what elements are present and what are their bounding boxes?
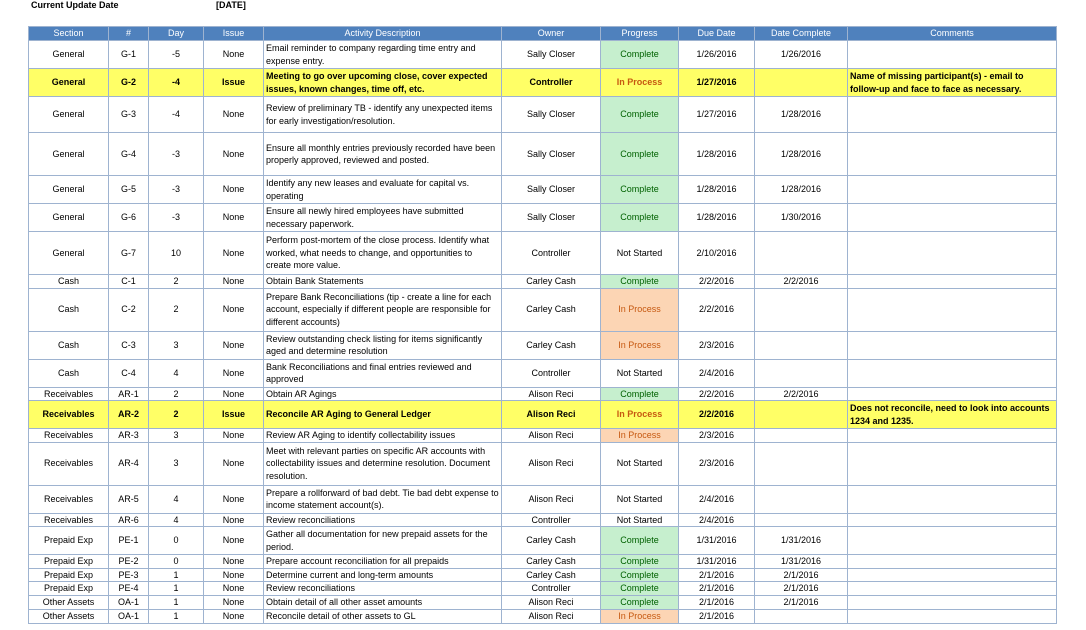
table-row[interactable] — [29, 527, 1057, 555]
col-header-owner[interactable]: Owner — [502, 27, 601, 41]
number-cell[interactable]: AR-3 — [109, 429, 149, 443]
issue-cell[interactable]: None — [204, 288, 264, 331]
comments-cell[interactable] — [848, 568, 1057, 582]
date-complete-cell[interactable] — [755, 485, 848, 513]
date-complete-cell[interactable]: 1/28/2016 — [755, 133, 848, 176]
activity-cell[interactable]: Ensure all newly hired employees have submitted necessary paperwork. — [264, 204, 502, 232]
day-cell[interactable]: 1 — [149, 582, 204, 596]
activity-cell[interactable]: Reconcile detail of other assets to GL — [264, 609, 502, 623]
comments-cell[interactable] — [848, 288, 1057, 331]
number-cell[interactable]: C-1 — [109, 275, 149, 289]
date-complete-cell[interactable] — [755, 609, 848, 623]
section-cell[interactable]: Cash — [29, 288, 109, 331]
table-row[interactable] — [29, 331, 1057, 359]
number-cell[interactable]: AR-1 — [109, 387, 149, 401]
owner-cell[interactable]: Alison Reci — [502, 485, 601, 513]
number-cell[interactable]: AR-2 — [109, 401, 149, 429]
table-row[interactable] — [29, 387, 1057, 401]
comments-cell[interactable] — [848, 359, 1057, 387]
activity-cell[interactable]: Review reconciliations — [264, 582, 502, 596]
day-cell[interactable]: -3 — [149, 176, 204, 204]
day-cell[interactable]: 1 — [149, 595, 204, 609]
owner-cell[interactable]: Controller — [502, 582, 601, 596]
day-cell[interactable]: 1 — [149, 609, 204, 623]
owner-cell[interactable]: Alison Reci — [502, 429, 601, 443]
table-row[interactable] — [29, 485, 1057, 513]
activity-cell[interactable]: Prepare Bank Reconciliations (tip - create a line for each account, especially if different people are responsible for different accounts) — [264, 288, 502, 331]
progress-cell[interactable]: Complete — [601, 41, 679, 69]
due-date-cell[interactable]: 1/27/2016 — [679, 69, 755, 97]
col-header-issue[interactable]: Issue — [204, 27, 264, 41]
table-row[interactable] — [29, 595, 1057, 609]
activity-cell[interactable]: Perform post-mortem of the close process. Identify what worked, what needs to change, and opportunities to create more value. — [264, 232, 502, 275]
progress-cell[interactable]: Not Started — [601, 485, 679, 513]
section-cell[interactable]: Receivables — [29, 485, 109, 513]
owner-cell[interactable]: Sally Closer — [502, 133, 601, 176]
owner-cell[interactable]: Alison Reci — [502, 609, 601, 623]
day-cell[interactable]: 2 — [149, 288, 204, 331]
table-row[interactable] — [29, 442, 1057, 485]
owner-cell[interactable]: Carley Cash — [502, 527, 601, 555]
issue-cell[interactable]: None — [204, 387, 264, 401]
day-cell[interactable]: 4 — [149, 513, 204, 527]
comments-cell[interactable] — [848, 485, 1057, 513]
issue-cell[interactable]: None — [204, 595, 264, 609]
table-row[interactable] — [29, 133, 1057, 176]
date-complete-cell[interactable]: 2/2/2016 — [755, 275, 848, 289]
issue-cell[interactable]: None — [204, 555, 264, 569]
table-row[interactable] — [29, 232, 1057, 275]
due-date-cell[interactable]: 2/1/2016 — [679, 609, 755, 623]
section-cell[interactable]: Prepaid Exp — [29, 555, 109, 569]
day-cell[interactable]: -5 — [149, 41, 204, 69]
day-cell[interactable]: 3 — [149, 442, 204, 485]
due-date-cell[interactable]: 2/3/2016 — [679, 331, 755, 359]
section-cell[interactable]: Prepaid Exp — [29, 527, 109, 555]
date-complete-cell[interactable] — [755, 429, 848, 443]
number-cell[interactable]: PE-3 — [109, 568, 149, 582]
day-cell[interactable]: 10 — [149, 232, 204, 275]
date-complete-cell[interactable]: 2/1/2016 — [755, 595, 848, 609]
comments-cell[interactable] — [848, 582, 1057, 596]
number-cell[interactable]: G-1 — [109, 41, 149, 69]
progress-cell[interactable]: Complete — [601, 582, 679, 596]
issue-cell[interactable]: None — [204, 442, 264, 485]
col-header-day[interactable]: Day — [149, 27, 204, 41]
table-row[interactable] — [29, 97, 1057, 133]
col-header-activity[interactable]: Activity Description — [264, 27, 502, 41]
issue-cell[interactable]: None — [204, 568, 264, 582]
activity-cell[interactable]: Review of preliminary TB - identify any unexpected items for early investigation/resolution. — [264, 97, 502, 133]
date-complete-cell[interactable]: 2/1/2016 — [755, 582, 848, 596]
table-row[interactable] — [29, 429, 1057, 443]
activity-cell[interactable]: Obtain Bank Statements — [264, 275, 502, 289]
owner-cell[interactable]: Controller — [502, 359, 601, 387]
number-cell[interactable]: C-3 — [109, 331, 149, 359]
section-cell[interactable]: Other Assets — [29, 609, 109, 623]
table-row[interactable] — [29, 582, 1057, 596]
number-cell[interactable]: C-4 — [109, 359, 149, 387]
section-cell[interactable]: Cash — [29, 275, 109, 289]
issue-cell[interactable]: None — [204, 97, 264, 133]
comments-cell[interactable] — [848, 275, 1057, 289]
comments-cell[interactable]: Name of missing participant(s) - email to follow-up and face to face as necessary. — [848, 69, 1057, 97]
comments-cell[interactable] — [848, 609, 1057, 623]
table-row[interactable] — [29, 288, 1057, 331]
close-checklist-table — [28, 26, 1057, 624]
owner-cell[interactable]: Alison Reci — [502, 387, 601, 401]
comments-cell[interactable] — [848, 232, 1057, 275]
progress-cell[interactable]: Complete — [601, 595, 679, 609]
table-row[interactable] — [29, 568, 1057, 582]
table-row[interactable] — [29, 204, 1057, 232]
date-complete-cell[interactable] — [755, 442, 848, 485]
due-date-cell[interactable]: 2/2/2016 — [679, 275, 755, 289]
comments-cell[interactable] — [848, 429, 1057, 443]
section-cell[interactable]: Other Assets — [29, 595, 109, 609]
activity-cell[interactable]: Identify any new leases and evaluate for capital vs. operating — [264, 176, 502, 204]
table-row[interactable] — [29, 176, 1057, 204]
table-row[interactable] — [29, 513, 1057, 527]
due-date-cell[interactable]: 1/28/2016 — [679, 176, 755, 204]
due-date-cell[interactable]: 2/1/2016 — [679, 595, 755, 609]
date-complete-cell[interactable] — [755, 401, 848, 429]
progress-cell[interactable]: Complete — [601, 275, 679, 289]
due-date-cell[interactable]: 2/2/2016 — [679, 387, 755, 401]
issue-cell[interactable]: None — [204, 485, 264, 513]
comments-cell[interactable] — [848, 176, 1057, 204]
progress-cell[interactable]: Not Started — [601, 232, 679, 275]
issue-cell[interactable]: Issue — [204, 401, 264, 429]
number-cell[interactable]: OA-1 — [109, 609, 149, 623]
progress-cell[interactable]: In Process — [601, 401, 679, 429]
day-cell[interactable]: 3 — [149, 429, 204, 443]
comments-cell[interactable] — [848, 513, 1057, 527]
col-header-due-date[interactable]: Due Date — [679, 27, 755, 41]
due-date-cell[interactable]: 1/28/2016 — [679, 133, 755, 176]
section-cell[interactable]: General — [29, 204, 109, 232]
due-date-cell[interactable]: 2/4/2016 — [679, 513, 755, 527]
number-cell[interactable]: G-2 — [109, 69, 149, 97]
owner-cell[interactable]: Sally Closer — [502, 176, 601, 204]
issue-cell[interactable]: None — [204, 429, 264, 443]
section-cell[interactable]: Receivables — [29, 429, 109, 443]
number-cell[interactable]: G-5 — [109, 176, 149, 204]
date-complete-cell[interactable] — [755, 69, 848, 97]
number-cell[interactable]: PE-4 — [109, 582, 149, 596]
number-cell[interactable]: PE-1 — [109, 527, 149, 555]
table-row[interactable] — [29, 41, 1057, 69]
due-date-cell[interactable]: 1/31/2016 — [679, 555, 755, 569]
day-cell[interactable]: 0 — [149, 527, 204, 555]
day-cell[interactable]: 2 — [149, 401, 204, 429]
issue-cell[interactable]: None — [204, 275, 264, 289]
activity-cell[interactable]: Prepare a rollforward of bad debt. Tie bad debt expense to income statement account(s). — [264, 485, 502, 513]
table-row[interactable] — [29, 69, 1057, 97]
issue-cell[interactable]: None — [204, 582, 264, 596]
progress-cell[interactable]: Complete — [601, 387, 679, 401]
activity-cell[interactable]: Gather all documentation for new prepaid assets for the period. — [264, 527, 502, 555]
section-cell[interactable]: General — [29, 133, 109, 176]
owner-cell[interactable]: Sally Closer — [502, 41, 601, 69]
number-cell[interactable]: G-3 — [109, 97, 149, 133]
section-cell[interactable]: Cash — [29, 359, 109, 387]
due-date-cell[interactable]: 1/27/2016 — [679, 97, 755, 133]
activity-cell[interactable]: Reconcile AR Aging to General Ledger — [264, 401, 502, 429]
owner-cell[interactable]: Controller — [502, 232, 601, 275]
progress-cell[interactable]: Complete — [601, 97, 679, 133]
progress-cell[interactable]: Complete — [601, 527, 679, 555]
owner-cell[interactable]: Carley Cash — [502, 568, 601, 582]
activity-cell[interactable]: Obtain detail of all other asset amounts — [264, 595, 502, 609]
section-cell[interactable]: Prepaid Exp — [29, 582, 109, 596]
due-date-cell[interactable]: 2/3/2016 — [679, 429, 755, 443]
number-cell[interactable]: AR-5 — [109, 485, 149, 513]
section-cell[interactable]: Prepaid Exp — [29, 568, 109, 582]
date-complete-cell[interactable]: 1/28/2016 — [755, 97, 848, 133]
progress-cell[interactable]: In Process — [601, 429, 679, 443]
day-cell[interactable]: 4 — [149, 485, 204, 513]
day-cell[interactable]: 4 — [149, 359, 204, 387]
date-complete-cell[interactable] — [755, 232, 848, 275]
progress-cell[interactable]: Not Started — [601, 442, 679, 485]
owner-cell[interactable]: Carley Cash — [502, 275, 601, 289]
comments-cell[interactable] — [848, 555, 1057, 569]
section-cell[interactable]: General — [29, 41, 109, 69]
col-header-section[interactable]: Section — [29, 27, 109, 41]
progress-cell[interactable]: Complete — [601, 555, 679, 569]
due-date-cell[interactable]: 2/2/2016 — [679, 401, 755, 429]
comments-cell[interactable] — [848, 204, 1057, 232]
due-date-cell[interactable]: 2/1/2016 — [679, 582, 755, 596]
due-date-cell[interactable]: 1/31/2016 — [679, 527, 755, 555]
date-complete-cell[interactable] — [755, 359, 848, 387]
col-header-date-complete[interactable]: Date Complete — [755, 27, 848, 41]
activity-cell[interactable]: Review reconciliations — [264, 513, 502, 527]
progress-cell[interactable]: In Process — [601, 609, 679, 623]
issue-cell[interactable]: None — [204, 41, 264, 69]
owner-cell[interactable]: Carley Cash — [502, 288, 601, 331]
day-cell[interactable]: 2 — [149, 387, 204, 401]
issue-cell[interactable]: None — [204, 513, 264, 527]
due-date-cell[interactable]: 2/4/2016 — [679, 359, 755, 387]
issue-cell[interactable]: None — [204, 609, 264, 623]
progress-cell[interactable]: In Process — [601, 69, 679, 97]
activity-cell[interactable]: Meeting to go over upcoming close, cover expected issues, known changes, time off, etc. — [264, 69, 502, 97]
table-row[interactable] — [29, 609, 1057, 623]
issue-cell[interactable]: None — [204, 232, 264, 275]
comments-cell[interactable] — [848, 133, 1057, 176]
activity-cell[interactable]: Email reminder to company regarding time entry and expense entry. — [264, 41, 502, 69]
progress-cell[interactable]: Complete — [601, 204, 679, 232]
owner-cell[interactable]: Alison Reci — [502, 595, 601, 609]
table-row[interactable] — [29, 401, 1057, 429]
day-cell[interactable]: -3 — [149, 204, 204, 232]
owner-cell[interactable]: Controller — [502, 69, 601, 97]
table-row[interactable] — [29, 359, 1057, 387]
date-complete-cell[interactable] — [755, 513, 848, 527]
due-date-cell[interactable]: 1/26/2016 — [679, 41, 755, 69]
date-complete-cell[interactable]: 2/1/2016 — [755, 568, 848, 582]
section-cell[interactable]: General — [29, 97, 109, 133]
owner-cell[interactable]: Controller — [502, 513, 601, 527]
col-header-number[interactable]: # — [109, 27, 149, 41]
owner-cell[interactable]: Alison Reci — [502, 401, 601, 429]
table-row[interactable] — [29, 275, 1057, 289]
progress-cell[interactable]: In Process — [601, 288, 679, 331]
day-cell[interactable]: 3 — [149, 331, 204, 359]
update-date-value[interactable]: [DATE] — [216, 0, 246, 10]
section-cell[interactable]: Receivables — [29, 401, 109, 429]
number-cell[interactable]: AR-6 — [109, 513, 149, 527]
day-cell[interactable]: 2 — [149, 275, 204, 289]
comments-cell[interactable] — [848, 527, 1057, 555]
day-cell[interactable]: -3 — [149, 133, 204, 176]
number-cell[interactable]: AR-4 — [109, 442, 149, 485]
issue-cell[interactable]: None — [204, 176, 264, 204]
comments-cell[interactable] — [848, 331, 1057, 359]
col-header-comments[interactable]: Comments — [848, 27, 1057, 41]
owner-cell[interactable]: Carley Cash — [502, 555, 601, 569]
progress-cell[interactable]: Complete — [601, 133, 679, 176]
section-cell[interactable]: Receivables — [29, 442, 109, 485]
date-complete-cell[interactable]: 1/31/2016 — [755, 527, 848, 555]
table-row[interactable] — [29, 555, 1057, 569]
due-date-cell[interactable]: 2/4/2016 — [679, 485, 755, 513]
comments-cell[interactable] — [848, 387, 1057, 401]
owner-cell[interactable]: Sally Closer — [502, 204, 601, 232]
activity-cell[interactable]: Review outstanding check listing for items significantly aged and determine resolution — [264, 331, 502, 359]
progress-cell[interactable]: Not Started — [601, 359, 679, 387]
day-cell[interactable]: -4 — [149, 97, 204, 133]
activity-cell[interactable]: Ensure all monthly entries previously recorded have been properly approved, reviewed and posted. — [264, 133, 502, 176]
due-date-cell[interactable]: 2/2/2016 — [679, 288, 755, 331]
section-cell[interactable]: Receivables — [29, 387, 109, 401]
number-cell[interactable]: C-2 — [109, 288, 149, 331]
section-cell[interactable]: General — [29, 69, 109, 97]
number-cell[interactable]: PE-2 — [109, 555, 149, 569]
number-cell[interactable]: G-7 — [109, 232, 149, 275]
activity-cell[interactable]: Obtain AR Agings — [264, 387, 502, 401]
date-complete-cell[interactable]: 2/2/2016 — [755, 387, 848, 401]
date-complete-cell[interactable]: 1/30/2016 — [755, 204, 848, 232]
section-cell[interactable]: General — [29, 232, 109, 275]
owner-cell[interactable]: Alison Reci — [502, 442, 601, 485]
day-cell[interactable]: -4 — [149, 69, 204, 97]
date-complete-cell[interactable]: 1/26/2016 — [755, 41, 848, 69]
issue-cell[interactable]: None — [204, 527, 264, 555]
due-date-cell[interactable]: 1/28/2016 — [679, 204, 755, 232]
section-cell[interactable]: Cash — [29, 331, 109, 359]
date-complete-cell[interactable] — [755, 288, 848, 331]
date-complete-cell[interactable] — [755, 331, 848, 359]
issue-cell[interactable]: Issue — [204, 69, 264, 97]
activity-cell[interactable]: Prepare account reconciliation for all prepaids — [264, 555, 502, 569]
progress-cell[interactable]: In Process — [601, 331, 679, 359]
number-cell[interactable]: OA-1 — [109, 595, 149, 609]
number-cell[interactable]: G-6 — [109, 204, 149, 232]
header-row — [29, 27, 1057, 41]
comments-cell[interactable] — [848, 41, 1057, 69]
col-header-progress[interactable]: Progress — [601, 27, 679, 41]
issue-cell[interactable]: None — [204, 133, 264, 176]
issue-cell[interactable]: None — [204, 359, 264, 387]
comments-cell[interactable] — [848, 442, 1057, 485]
due-date-cell[interactable]: 2/1/2016 — [679, 568, 755, 582]
progress-cell[interactable]: Not Started — [601, 513, 679, 527]
day-cell[interactable]: 0 — [149, 555, 204, 569]
day-cell[interactable]: 1 — [149, 568, 204, 582]
number-cell[interactable]: G-4 — [109, 133, 149, 176]
progress-cell[interactable]: Complete — [601, 176, 679, 204]
owner-cell[interactable]: Sally Closer — [502, 97, 601, 133]
due-date-cell[interactable]: 2/3/2016 — [679, 442, 755, 485]
activity-cell[interactable]: Meet with relevant parties on specific AR accounts with collectability issues and determine resolution. Document resolution. — [264, 442, 502, 485]
date-complete-cell[interactable]: 1/28/2016 — [755, 176, 848, 204]
activity-cell[interactable]: Determine current and long-term amounts — [264, 568, 502, 582]
date-complete-cell[interactable]: 1/31/2016 — [755, 555, 848, 569]
section-cell[interactable]: Receivables — [29, 513, 109, 527]
progress-cell[interactable]: Complete — [601, 568, 679, 582]
due-date-cell[interactable]: 2/10/2016 — [679, 232, 755, 275]
update-date-label: Current Update Date — [31, 0, 119, 10]
comments-cell[interactable] — [848, 595, 1057, 609]
section-cell[interactable]: General — [29, 176, 109, 204]
issue-cell[interactable]: None — [204, 204, 264, 232]
issue-cell[interactable]: None — [204, 331, 264, 359]
comments-cell[interactable] — [848, 97, 1057, 133]
comments-cell[interactable]: Does not reconcile, need to look into accounts 1234 and 1235. — [848, 401, 1057, 429]
owner-cell[interactable]: Carley Cash — [502, 331, 601, 359]
activity-cell[interactable]: Review AR Aging to identify collectability issues — [264, 429, 502, 443]
activity-cell[interactable]: Bank Reconciliations and final entries reviewed and approved — [264, 359, 502, 387]
